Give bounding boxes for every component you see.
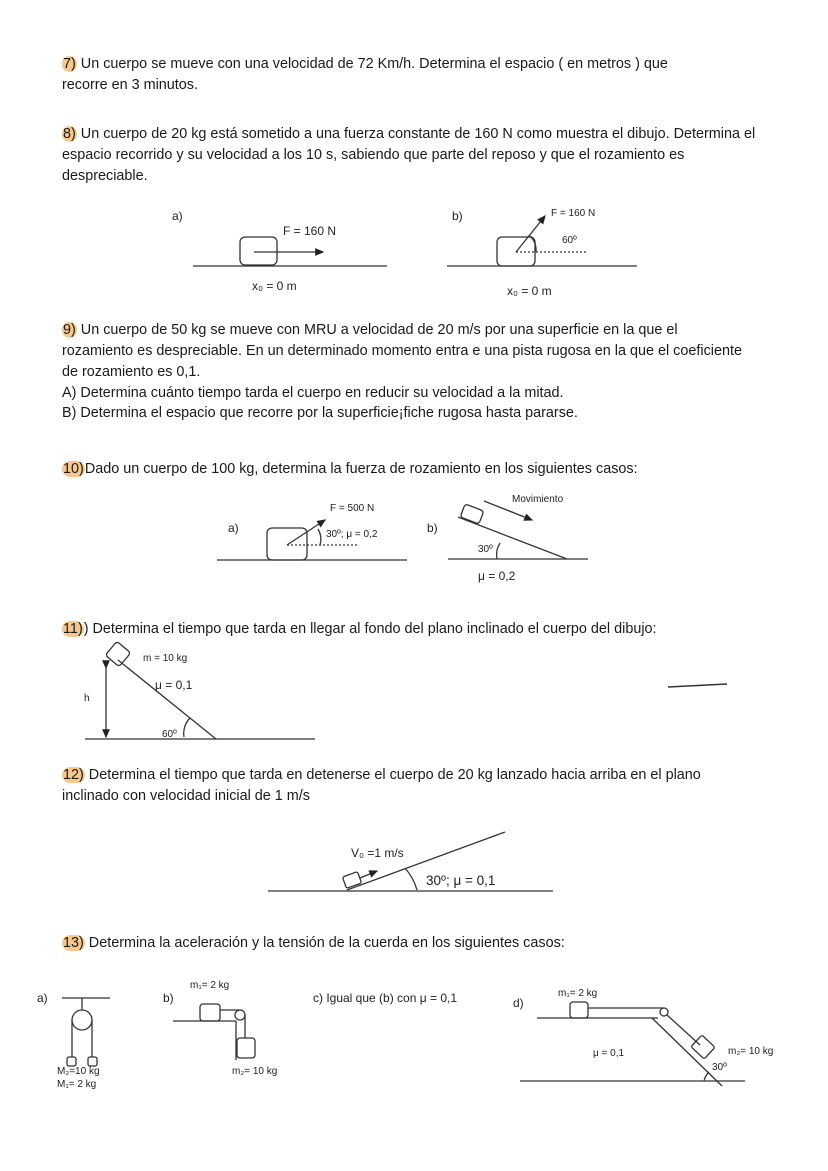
text: Un cuerpo se mueve con una velocidad de 72 Km/h. Determina el espacio ( en metros ) que [76,56,668,72]
diagram-12 [268,832,553,891]
problem-number: 7) [63,56,76,72]
problem-number: 11) [63,621,83,637]
text: Un cuerpo de 20 kg está sometido a una fuerza constante de 160 N como muestra el dibujo. Determina el [76,126,756,142]
mu-label: μ = 0,2 [478,569,516,583]
m1-label: m₁= 2 kg [190,980,230,991]
problem-8-line-3: despreciable. [62,168,148,184]
mass-2 [88,1057,97,1066]
angle-label: 30º [712,1062,727,1073]
diagram-10b [427,494,588,583]
block-m2 [691,1035,715,1059]
block [105,641,130,666]
velocity-label: V₀ =1 m/s [351,846,404,860]
m1-label: M₁= 2 kg [57,1079,97,1090]
pulley [660,1008,668,1016]
problem-number: 8) [63,126,76,142]
force-arrow [516,216,545,252]
diagram-8a [172,209,387,293]
incline-line [458,517,567,559]
pulley [72,1010,92,1030]
diagram-13a [37,991,110,1090]
block [267,528,307,560]
x0-label: x₀ = 0 m [507,284,552,298]
problem-9-line-4: A) Determina cuánto tiempo tarda el cuerpo en reducir su velocidad a la mitad. [62,385,564,401]
text: Determina la aceleración y la tensión de la cuerda en los siguientes casos: [84,935,565,951]
text: ) Determina el tiempo que tarda en llegar al fondo del plano inclinado el cuerpo del dibujo: [83,621,657,637]
force-label: F = 160 N [551,208,596,219]
block-m1 [200,1004,220,1021]
velocity-arrow [360,871,377,878]
problem-8-line-2: espacio recorrido y su velocidad a los 10 s, sabiendo que parte del reposo y que el rozamiento es [62,147,685,163]
m2-label: M₂=10 kg [57,1066,100,1077]
problem-number: 13) [63,935,84,951]
diagram-8b [447,208,637,298]
m1-label: m₁= 2 kg [558,988,598,999]
angle-arc [497,543,500,559]
pulley [235,1010,245,1020]
problem-9-line-3: de rozamiento es 0,1. [62,364,201,380]
problem-number: 10) [63,461,84,477]
mu-label: μ = 0,1 [593,1048,625,1059]
problem-7-line-2: recorre en 3 minutos. [62,77,198,93]
label: a) [228,521,239,535]
incline-line [118,660,216,739]
label: b) [452,209,463,223]
m2-label: m₂= 10 kg [728,1046,774,1057]
angle-arc [704,1072,709,1081]
angle-arc [318,529,321,545]
block [240,237,277,265]
block-m2 [237,1038,255,1058]
force-label: F = 500 N [330,503,375,514]
x0-label: x₀ = 0 m [252,279,297,293]
angle-label: 60º [562,235,577,246]
motion-label: Movimiento [512,494,564,505]
angle-arc [405,868,417,890]
problem-number: 9) [63,322,76,338]
diagram-13b [163,980,277,1077]
angle-arc [184,718,190,737]
params-label: 30º; μ = 0,2 [326,529,378,540]
text: Un cuerpo de 50 kg se mueve con MRU a velocidad de 20 m/s por una superficie en la que el [76,322,678,338]
label: a) [172,209,183,223]
angle-label: 60º [162,729,177,740]
case-c-text: c) Igual que (b) con μ = 0,1 [313,991,457,1005]
label: d) [513,996,524,1010]
stray-mark [668,684,727,687]
text: Determina el tiempo que tarda en detenerse el cuerpo de 20 kg lanzado hacia arriba en el plano [84,767,701,783]
height-label: h [84,693,90,704]
diagram-10a [217,503,407,560]
mu-label: μ = 0,1 [155,678,193,692]
block-m1 [570,1002,588,1018]
mass-1 [67,1057,76,1066]
problem-number: 12) [63,767,84,783]
problem-9-line-5: B) Determina el espacio que recorre por la superficie¡fiche rugosa hasta pararse. [62,405,578,421]
diagram-13d [513,988,773,1086]
m2-label: m₂= 10 kg [232,1066,278,1077]
mass-label: m = 10 kg [143,653,188,664]
label: a) [37,991,48,1005]
diagram-11 [84,641,727,740]
label: b) [163,991,174,1005]
block [460,504,484,524]
problem-9-line-2: rozamiento es despreciable. En un determinado momento entra e una pista rugosa en la que el coeficiente [62,343,742,359]
problem-12-line-2: inclinado con velocidad inicial de 1 m/s [62,788,310,804]
force-label: F = 160 N [283,224,337,238]
rope [667,1015,700,1045]
angle-label: 30º [478,544,493,555]
label: b) [427,521,438,535]
text: Dado un cuerpo de 100 kg, determina la fuerza de rozamiento en los siguientes casos: [84,461,638,477]
params-label: 30º; μ = 0,1 [426,873,496,888]
